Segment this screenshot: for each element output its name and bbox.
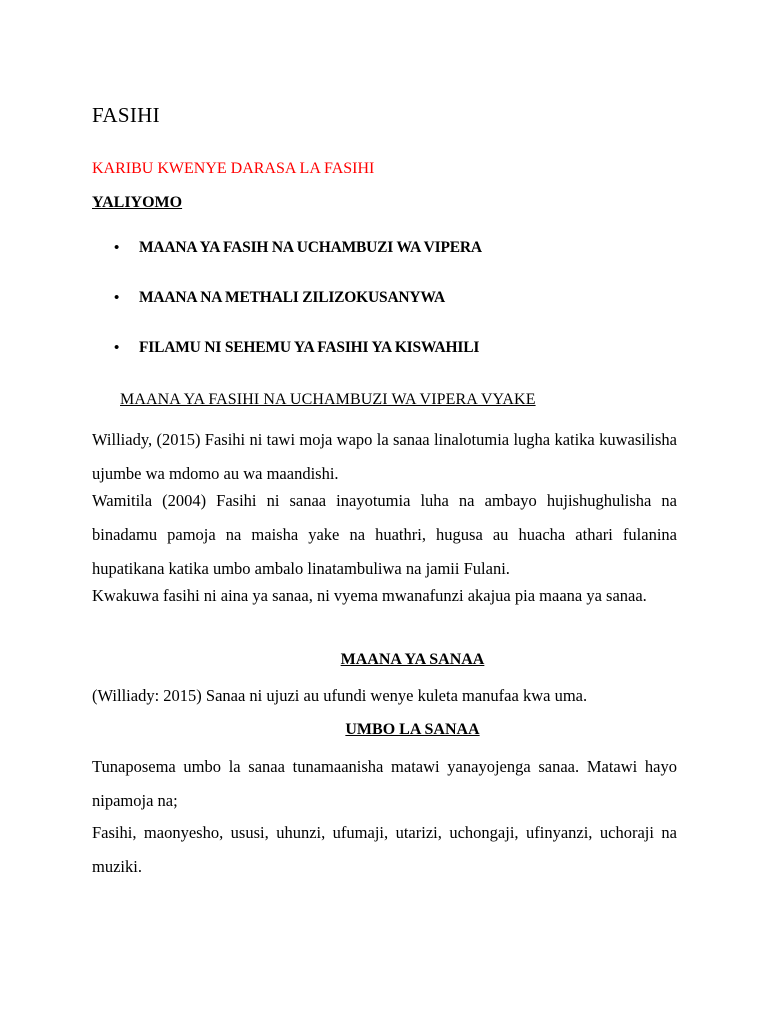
subheading-label: MAANA YA SANAA: [340, 651, 485, 668]
bullet-icon: •: [114, 340, 120, 356]
contents-list: [92, 239, 482, 389]
paragraph-umbo-la-sanaa: Tunaposema umbo la sanaa tunamaanisha matawi yanayojenga sanaa. Matawi hayo nipamoja na;: [92, 757, 677, 810]
paragraph-wamitila-definition: Wamitila (2004) Fasihi ni sanaa inayotumia luha na ambayo hujishughulisha na binadamu pamoja na maisha yake na huathri, hugusa au huacha athari fulanina hupatikana katika umbo ambalo linatambuliwa na jamii Fulani.: [92, 491, 677, 578]
contents-item-label: MAANA YA FASIH NA UCHAMBUZI WA VIPERA: [139, 239, 482, 256]
paragraph-sanaa-intro: Kwakuwa fasihi ni aina ya sanaa, ni vyema mwanafunzi akajua pia maana ya sanaa.: [92, 586, 647, 605]
paragraph-sanaa-definition: (Williady: 2015) Sanaa ni ujuzi au ufundi wenye kuleta manufaa kwa uma.: [92, 686, 588, 705]
subheading-umbo-la-sanaa: [92, 721, 677, 739]
document-title: FASIHI: [92, 103, 160, 127]
section-heading: MAANA YA FASIHI NA UCHAMBUZI WA VIPERA VYAKE: [120, 391, 536, 408]
subheading-maana-ya-sanaa: [92, 651, 677, 669]
bullet-icon: •: [114, 240, 120, 256]
paragraph-matawi-list: Fasihi, maonyesho, ususi, uhunzi, ufumaji, utarizi, uchongaji, ufinyanzi, uchoraji na muziki.: [92, 823, 677, 876]
contents-item: [92, 289, 482, 339]
contents-item: [92, 239, 482, 289]
bullet-icon: •: [114, 290, 120, 306]
contents-item: [92, 339, 482, 389]
welcome-line: KARIBU KWENYE DARASA LA FASIHI: [92, 160, 375, 177]
paragraph-williady-definition: Williady, (2015) Fasihi ni tawi moja wapo la sanaa linalotumia lugha katika kuwasilisha ujumbe wa mdomo au wa maandishi.: [92, 430, 677, 483]
contents-item-label: FILAMU NI SEHEMU YA FASIHI YA KISWAHILI: [139, 339, 480, 356]
subheading-label: UMBO LA SANAA: [345, 721, 480, 738]
contents-item-label: MAANA NA METHALI ZILIZOKUSANYWA: [139, 289, 445, 306]
contents-heading: YALIYOMO: [92, 194, 183, 211]
